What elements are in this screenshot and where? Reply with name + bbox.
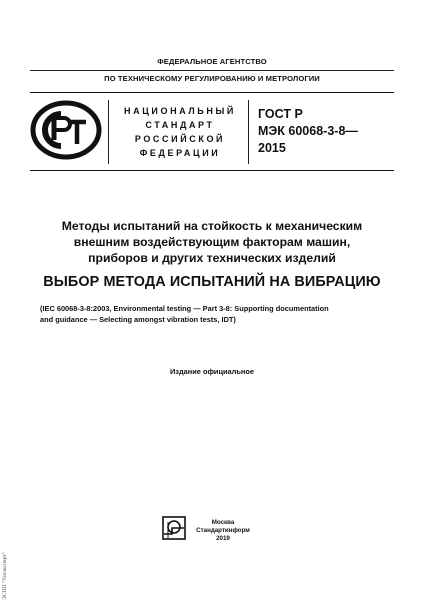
block-bottom-rule xyxy=(30,170,394,171)
publisher-city: Москва xyxy=(211,519,235,526)
national-line: ФЕДЕРАЦИИ xyxy=(139,148,221,158)
edition-label: Издание официальное xyxy=(169,367,254,376)
watermark-text: ЭСПП "Техэксперт" xyxy=(2,552,8,600)
gost-designation-line: 2015 xyxy=(258,141,286,155)
document-main-title: ВЫБОР МЕТОДА ИСПЫТАНИЙ НА ВИБРАЦИЮ xyxy=(43,274,381,290)
gost-designation-line: МЭК 60068-3-8— xyxy=(258,124,358,138)
iec-reference-line: and guidance — Selecting amongst vibration tests, IDT) xyxy=(40,315,236,324)
agency-name-line1: ФЕДЕРАЛЬНОЕ АГЕНТСТВО xyxy=(157,57,267,66)
block-divider-right xyxy=(248,100,249,164)
national-line: РОССИЙСКОЙ xyxy=(134,134,226,144)
national-line: НАЦИОНАЛЬНЫЙ xyxy=(124,106,236,116)
document-title-line: Методы испытаний на стойкость к механическим xyxy=(61,219,363,233)
agency-name-line2: ПО ТЕХНИЧЕСКОМУ РЕГУЛИРОВАНИЮ И МЕТРОЛОГИИ xyxy=(104,74,320,83)
document-title-line: внешним воздействующим факторам машин, xyxy=(73,235,351,249)
agency-divider xyxy=(30,70,394,71)
block-divider-left xyxy=(108,100,109,164)
header-rule xyxy=(30,92,394,93)
publisher-name: Стандартинформ xyxy=(196,527,250,534)
standartinform-logo-icon xyxy=(162,516,186,540)
national-line: СТАНДАРТ xyxy=(145,120,215,130)
iec-reference-line: (IEC 60068-3-8:2003, Environmental testing — Part 3-8: Supporting documentation xyxy=(40,304,329,313)
document-title-line: приборов и других технических изделий xyxy=(88,251,336,265)
rst-certification-mark-icon xyxy=(30,100,102,160)
gost-designation-line: ГОСТ Р xyxy=(258,107,303,121)
publisher-year: 2019 xyxy=(216,535,230,542)
